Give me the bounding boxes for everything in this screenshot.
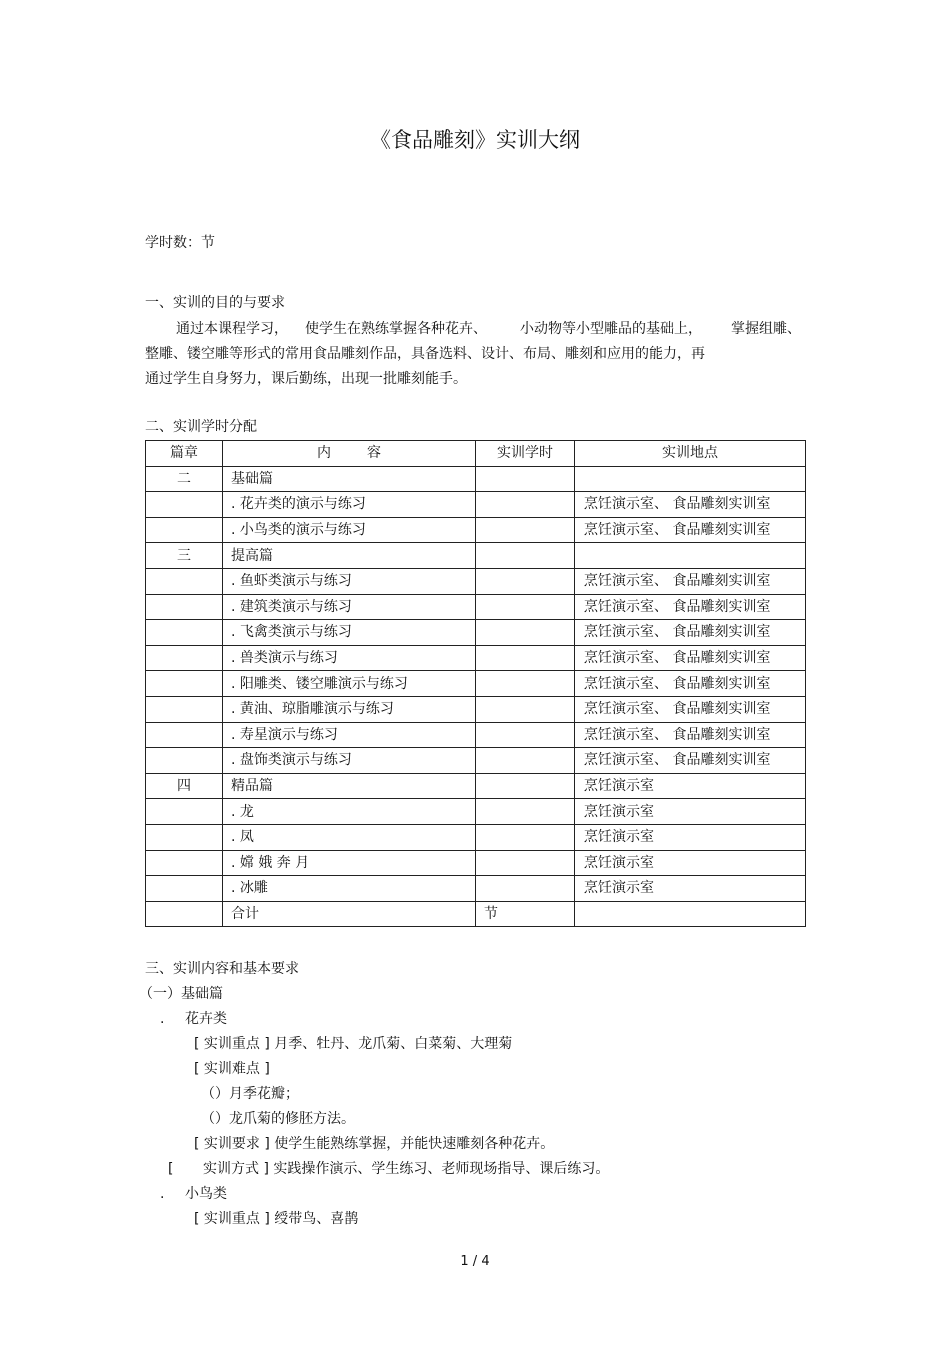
item-2-label: 小鸟类 [185, 1186, 227, 1202]
cell-hours [476, 492, 575, 518]
cell-content: . 花卉类的演示与练习 [223, 492, 476, 518]
section-1-para-line3: 通过学生自身努力，课后勤练，出现一批雕刻能手。 [145, 371, 467, 387]
table-row [146, 824, 806, 850]
cell-content: 精品篇 [223, 773, 476, 799]
table-row [146, 568, 806, 594]
table-row [146, 773, 806, 799]
cell-chapter: 四 [146, 773, 223, 799]
cell-location: 烹饪演示室 [575, 824, 806, 850]
cell-chapter [146, 748, 223, 774]
cell-location: 烹饪演示室、 食品雕刻实训室 [575, 492, 806, 518]
cell-content: . 寿星演示与练习 [223, 722, 476, 748]
cell-location: 烹饪演示室、 食品雕刻实训室 [575, 722, 806, 748]
cell-content: . 黄油、琼脂雕演示与练习 [223, 696, 476, 722]
cell-chapter [146, 876, 223, 902]
item-2-focus: [ 实训重点 ] 绶带鸟、喜鹊 [194, 1211, 359, 1227]
cell-hours [476, 850, 575, 876]
cell-hours [476, 799, 575, 825]
page-number: 1 / 4 [460, 1254, 490, 1269]
cell-hours [476, 620, 575, 646]
cell-location [575, 466, 806, 492]
cell-content: . 兽类演示与练习 [223, 645, 476, 671]
cell-content: . 小鸟类的演示与练习 [223, 517, 476, 543]
item-1-difficulty: [ 实训难点 ] [194, 1061, 270, 1077]
table-row [146, 594, 806, 620]
header-location: 实训地点 [575, 441, 806, 467]
cell-chapter [146, 696, 223, 722]
table-row [146, 645, 806, 671]
cell-location: 烹饪演示室 [575, 773, 806, 799]
cell-location: 烹饪演示室、 食品雕刻实训室 [575, 671, 806, 697]
cell-content: . 盘饰类演示与练习 [223, 748, 476, 774]
cell-content: . 冰雕 [223, 876, 476, 902]
cell-hours [476, 594, 575, 620]
item-2-number: . [160, 1186, 165, 1202]
cell-chapter [146, 901, 223, 927]
cell-chapter [146, 517, 223, 543]
table-row [146, 543, 806, 569]
section-1-heading: 一、实训的目的与要求 [145, 295, 285, 311]
cell-hours [476, 517, 575, 543]
table-body [146, 466, 806, 927]
header-content [223, 441, 476, 467]
cell-location: 烹饪演示室、 食品雕刻实训室 [575, 620, 806, 646]
table-row [146, 722, 806, 748]
section-1-para-line1-c: 小动物等小型雕品的基础上， [520, 321, 702, 337]
table-row [146, 876, 806, 902]
cell-chapter [146, 568, 223, 594]
cell-hours [476, 696, 575, 722]
item-1-difficulty-2: （）龙爪菊的修胚方法。 [201, 1111, 355, 1127]
table-row [146, 799, 806, 825]
table-row [146, 517, 806, 543]
section-1-para-line1-a: 通过本课程学习， [176, 321, 288, 337]
cell-location: 烹饪演示室、 食品雕刻实训室 [575, 517, 806, 543]
cell-content: 提高篇 [223, 543, 476, 569]
table-header-row [146, 441, 806, 467]
cell-location [575, 543, 806, 569]
cell-location: 烹饪演示室 [575, 850, 806, 876]
section-2-heading: 二、实训学时分配 [145, 419, 257, 435]
section-1-para-line1-d: 掌握组雕、 [731, 321, 801, 337]
header-hours: 实训学时 [476, 441, 575, 467]
cell-location: 烹饪演示室、 食品雕刻实训室 [575, 568, 806, 594]
cell-hours [476, 748, 575, 774]
cell-hours [476, 543, 575, 569]
cell-hours [476, 876, 575, 902]
item-1-difficulty-1: （）月季花瓣； [201, 1086, 299, 1102]
section-1-para-line2: 整雕、镂空雕等形式的常用食品雕刻作品，具备选料、设计、布局、雕刻和应用的能力，再 [145, 346, 705, 362]
cell-hours [476, 824, 575, 850]
document-title: 《食品雕刻》实训大纲 [370, 128, 580, 152]
cell-chapter [146, 799, 223, 825]
cell-location: 烹饪演示室、 食品雕刻实训室 [575, 594, 806, 620]
cell-location: 烹饪演示室、 食品雕刻实训室 [575, 748, 806, 774]
cell-chapter [146, 850, 223, 876]
hours-allocation-table [145, 440, 806, 927]
cell-hours [476, 671, 575, 697]
cell-location: 烹饪演示室 [575, 799, 806, 825]
cell-content: 基础篇 [223, 466, 476, 492]
cell-content: . 凤 [223, 824, 476, 850]
section-3-heading: 三、实训内容和基本要求 [145, 961, 299, 977]
cell-hours [476, 645, 575, 671]
table-row [146, 748, 806, 774]
cell-location: 烹饪演示室 [575, 876, 806, 902]
subsection-basics: （一）基础篇 [139, 986, 223, 1002]
cell-chapter [146, 671, 223, 697]
table-row [146, 696, 806, 722]
cell-location [575, 901, 806, 927]
item-1-focus: [ 实训重点 ] 月季、牡丹、龙爪菊、白菜菊、大理菊 [194, 1036, 513, 1052]
cell-content: . 阳雕类、镂空雕演示与练习 [223, 671, 476, 697]
header-content-a: 内 [317, 445, 331, 462]
cell-chapter [146, 824, 223, 850]
table-row [146, 671, 806, 697]
header-chapter: 篇章 [146, 441, 223, 467]
cell-content: . 建筑类演示与练习 [223, 594, 476, 620]
item-1-requirement: [ 实训要求 ] 使学生能熟练掌握，并能快速雕刻各种花卉。 [194, 1136, 555, 1152]
cell-hours [476, 773, 575, 799]
header-content-b: 容 [367, 445, 381, 462]
section-1-para-line1-b: 使学生在熟练掌握各种花卉、 [305, 321, 487, 337]
item-1-method-bracket: [ [168, 1161, 174, 1177]
cell-chapter [146, 645, 223, 671]
cell-hours [476, 568, 575, 594]
cell-hours [476, 466, 575, 492]
hours-line: 学时数：节 [145, 235, 215, 251]
cell-content: . 龙 [223, 799, 476, 825]
item-1-number: . [160, 1011, 165, 1027]
cell-hours: 节 [476, 901, 575, 927]
cell-location: 烹饪演示室、 食品雕刻实训室 [575, 696, 806, 722]
cell-content: 合计 [223, 901, 476, 927]
table-row [146, 850, 806, 876]
table-row [146, 492, 806, 518]
cell-chapter: 二 [146, 466, 223, 492]
cell-content: . 飞禽类演示与练习 [223, 620, 476, 646]
item-1-label: 花卉类 [185, 1011, 227, 1027]
table-row [146, 901, 806, 927]
table-row [146, 620, 806, 646]
item-1-method: 实训方式 ] 实践操作演示、学生练习、老师现场指导、课后练习。 [203, 1161, 610, 1177]
cell-chapter [146, 594, 223, 620]
cell-chapter: 三 [146, 543, 223, 569]
cell-location: 烹饪演示室、 食品雕刻实训室 [575, 645, 806, 671]
cell-content: . 嫦 娥 奔 月 [223, 850, 476, 876]
table-row [146, 466, 806, 492]
cell-hours [476, 722, 575, 748]
cell-content: . 鱼虾类演示与练习 [223, 568, 476, 594]
cell-chapter [146, 492, 223, 518]
cell-chapter [146, 620, 223, 646]
cell-chapter [146, 722, 223, 748]
